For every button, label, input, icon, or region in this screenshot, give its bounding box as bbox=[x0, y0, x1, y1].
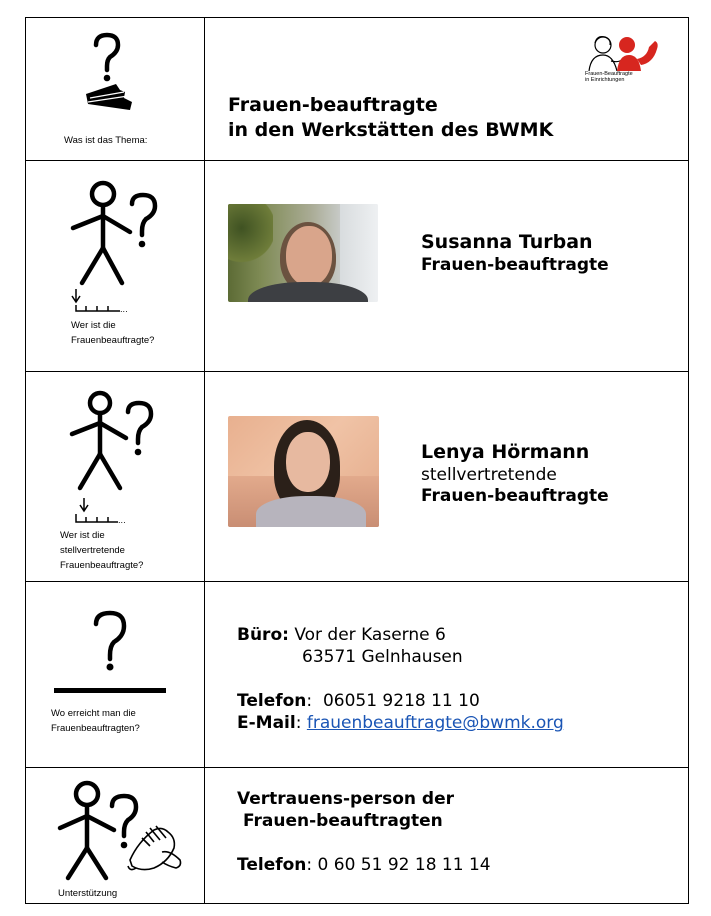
support-hands-icon bbox=[128, 826, 181, 870]
person-question-icon bbox=[70, 390, 165, 530]
phone-number: 06051 9218 11 10 bbox=[322, 691, 480, 711]
person-question-icon bbox=[70, 180, 165, 320]
portrait-susanna-turban bbox=[228, 204, 378, 302]
office-city: 63571 Gelnhausen bbox=[302, 647, 463, 667]
row-divider bbox=[26, 160, 688, 161]
email-separator: : bbox=[295, 713, 302, 733]
email-link[interactable]: frauenbeauftragte@bwmk.org bbox=[306, 713, 564, 733]
row4-caption-line2: Frauenbeauftragten? bbox=[51, 723, 140, 734]
column-divider bbox=[204, 18, 205, 903]
svg-text:...: ... bbox=[120, 305, 128, 314]
support-phone-number: 0 60 51 92 18 11 14 bbox=[317, 855, 491, 875]
name-susanna-turban: Susanna Turban bbox=[421, 231, 593, 253]
name-lenya-hoermann: Lenya Hörmann bbox=[421, 441, 590, 463]
support-title-line1: Vertrauens-person der bbox=[237, 789, 455, 809]
support-phone-label: Telefon bbox=[237, 855, 307, 875]
row-divider bbox=[26, 581, 688, 582]
email-label: E-Mail bbox=[237, 713, 296, 733]
role-deputy-line1: stellvertretende bbox=[421, 465, 557, 485]
office-street: Vor der Kaserne 6 bbox=[294, 625, 446, 645]
support-person-icon bbox=[58, 780, 188, 885]
phone-separator: : bbox=[306, 691, 313, 711]
page-title-line2: in den Werkstätten des BWMK bbox=[228, 119, 554, 141]
row-divider bbox=[26, 767, 688, 768]
role-deputy-line2: Frauen-beauftragte bbox=[421, 486, 609, 506]
question-topic-icon bbox=[80, 32, 140, 117]
svg-text:...: ... bbox=[118, 516, 126, 525]
organization-logo bbox=[583, 33, 663, 88]
row2-caption-line1: Wer ist die bbox=[71, 320, 116, 331]
row-divider bbox=[26, 371, 688, 372]
row3-caption-line3: Frauenbeauftragte? bbox=[60, 560, 144, 571]
office-label: Büro: bbox=[237, 625, 289, 645]
question-contact-icon bbox=[54, 610, 169, 700]
logo-text-line2: in Einrichtungen bbox=[585, 77, 625, 83]
logo-text-line1: Frauen-Beauftragte bbox=[585, 71, 633, 77]
portrait-lenya-hoermann bbox=[228, 416, 379, 527]
row3-caption-line1: Wer ist die bbox=[60, 530, 105, 541]
role-frauenbeauftragte: Frauen-beauftragte bbox=[421, 255, 609, 275]
support-phone-separator: : bbox=[306, 855, 313, 875]
row5-caption: Unterstützung bbox=[58, 888, 118, 899]
row3-caption-line2: stellvertretende bbox=[60, 545, 125, 556]
phone-label: Telefon bbox=[237, 691, 307, 711]
page-title-line1: Frauen-beauftragte bbox=[228, 94, 438, 116]
women-logo-icon bbox=[583, 33, 663, 73]
support-title-line2: Frauen-beauftragten bbox=[243, 811, 443, 831]
row1-caption: Was ist das Thema: bbox=[64, 135, 148, 146]
row2-caption-line2: Frauenbeauftragte? bbox=[71, 335, 155, 346]
row4-caption-line1: Wo erreicht man die bbox=[51, 708, 136, 719]
